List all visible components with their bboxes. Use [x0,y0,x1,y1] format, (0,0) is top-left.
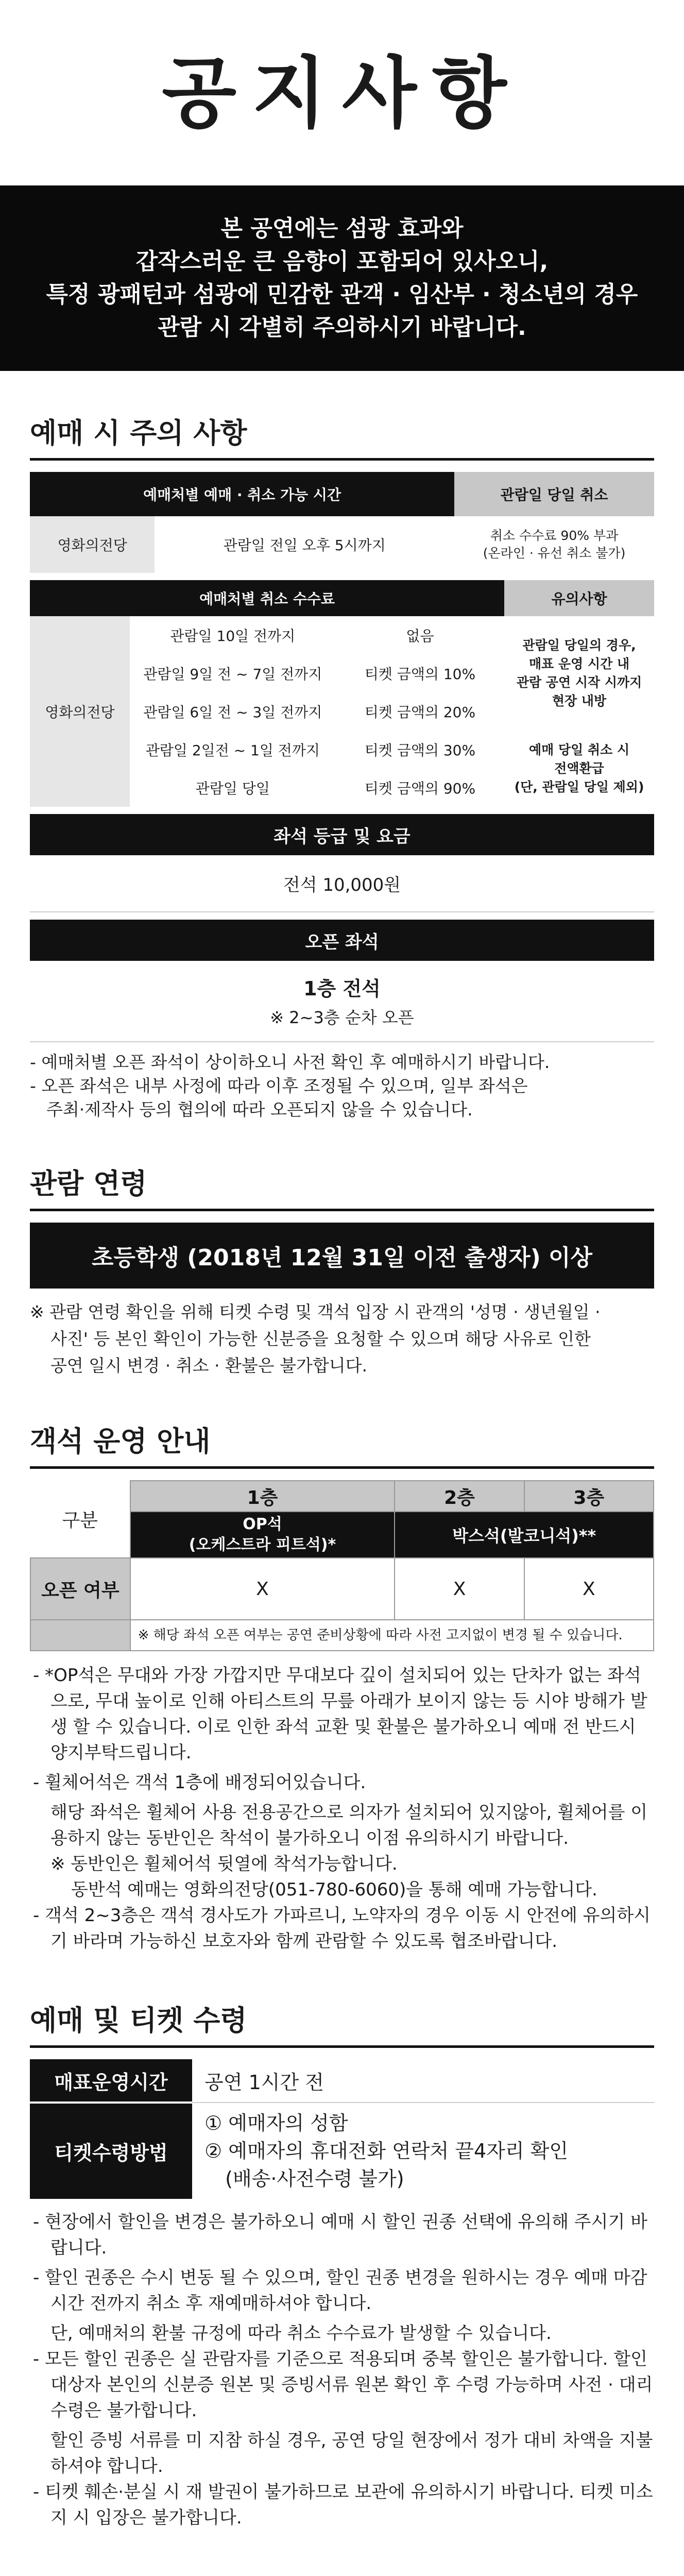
warning-line: 본 공연에는 섬광 효과와 [220,215,464,242]
fee-period: 관람일 6일 전 ~ 3일 전까지 [143,704,322,721]
fee-amount: 티켓 금액의 10% [364,666,476,683]
fee-amount: 티켓 금액의 20% [364,704,476,721]
seat-table [30,1480,654,1651]
seat-section [0,1379,684,1954]
grade-header: 좌석 등급 및 요금 [30,814,654,855]
same-day-fee: 취소 수수료 90% 부과 [490,528,619,543]
pickup-method-list [192,2103,654,2199]
fee-period: 관람일 10일 전까지 [170,628,296,645]
bullet-item: - 할인 권종은 수시 변동 될 수 있으며, 할인 권종 변경을 원하시는 경우 예매 마감 시간 전까지 취소 후 재예매하셔야 합니다. [33,2267,647,2314]
age-note-line: ※ 관람 연령 확인을 위해 티켓 수령 및 객석 입장 시 관객의 '성명 · 생년월일 · [30,1302,601,1322]
open-mark-1: X [130,1558,395,1620]
notice-line: (단, 관람일 당일 제외) [514,779,644,794]
open-floor: 1층 전석 [303,977,381,1000]
cancel-time: 관람일 전일 오후 5시까지 [223,537,386,554]
section-title [30,2561,654,2576]
reservation-bullets [30,1042,654,1122]
floor-3: 3층 [524,1481,654,1512]
pickup-method: (배송·사전수령 불가) [225,2167,404,2190]
bullet-item: 동반석 예매는 영화의전당(051-780-6060)을 통해 예매 가능합니다. [71,1879,597,1900]
fee-period: 관람일 9일 전 ~ 7일 전까지 [143,666,322,683]
box-office-label: 매표운영시간 [30,2059,192,2103]
fee-amount: 티켓 금액의 90% [364,780,476,797]
age-section [0,1122,684,1379]
warning-banner [0,185,684,371]
seat-bullets [30,1651,654,1954]
reservation-section [0,371,684,1122]
vendor-name: 영화의전당 [30,516,155,573]
same-day-cancel [454,516,654,573]
bullet-item: - 예매처별 오픈 좌석이 상이하오니 사전 확인 후 예매하시기 바랍니다. [30,1052,550,1072]
age-bar: 초등학생 (2018년 12월 31일 이전 출생자) 이상 [30,1223,654,1289]
page-title: 공지사항 [162,49,522,139]
age-note [30,1299,654,1379]
bullet-item: - 티켓 훼손·분실 시 재 발권이 불가하므로 보관에 유의하시기 바랍니다. 티켓 미소지 시 입장은 불가합니다. [33,2482,653,2528]
warning-line: 특정 광패턴과 섬광에 민감한 관객 · 임산부 · 청소년의 경우 [46,281,638,308]
section-title: 예매 시 주의 사항 [30,397,654,461]
ticket-section [0,1958,684,2531]
pickup-method: ② 예매자의 휴대전화 연락처 끝4자리 확인 [204,2140,569,2162]
open-status-label: 오픈 여부 [30,1558,130,1620]
open-order: ※ 2~3층 순차 오픈 [270,1008,414,1027]
age-note-line: 공연 일시 변경 · 취소 · 환불은 불가합니다. [50,1355,367,1376]
bullet-item: 단, 예매처의 환불 규정에 따라 취소 수수료가 발생할 수 있습니다. [50,2323,552,2344]
notice-line: 매표 운영 시간 내 [528,656,630,671]
notice-line: 예매 당일 취소 시 [528,742,630,757]
bullet-item: 주최·제작사 등의 협의에 따라 오픈되지 않을 수 있습니다. [46,1099,473,1120]
notice-line: 관람 공연 시작 시까지 [516,675,642,690]
fee-header: 예매처별 취소 수수료 [30,580,504,616]
cancel-time-table [30,472,654,573]
bullet-item: - 모든 할인 권종은 실 관람자를 기준으로 적용되며 중복 할인은 불가합니다. 할인대상자 본인의 신분증 원본 및 증빙서류 원본 확인 후 수령 가능하며 사전 · 대리수령은 불가합니다. [33,2349,653,2421]
seat-table-note: ※ 해당 좌석 오픈 여부는 공연 준비상황에 따라 사전 고지없이 변경 될 수 있습니다. [130,1620,654,1651]
section-title: 객석 운영 안내 [30,1405,654,1469]
cancel-header-right: 관람일 당일 취소 [454,472,654,516]
grade-value: 전석 10,000원 [30,855,654,912]
fee-period: 관람일 당일 [195,780,270,797]
bullet-item: ※ 동반인은 휠체어석 뒷열에 착석가능합니다. [50,1854,398,1874]
open-seat-box [30,961,654,1042]
fee-amount: 없음 [406,628,434,645]
box-office-value: 공연 1시간 전 [192,2059,654,2103]
cancel-header-left: 예매처별 예매 · 취소 가능 시간 [30,472,454,516]
seat-col-label: 구분 [30,1481,130,1558]
notice-refund [504,731,654,807]
bullet-item: - 오픈 좌석은 내부 사정에 따라 이후 조정될 수 있으며, 일부 좌석은 [30,1076,528,1096]
open-mark-3: X [524,1558,654,1620]
notice-header: 유의사항 [504,580,654,616]
fee-vendor: 영화의전당 [30,616,130,807]
bullet-item: 할인 증빙 서류를 미 지참 하실 경우, 공연 당일 현장에서 정가 대비 차액을 지불하셔야 합니다. [50,2430,653,2477]
pickup-method: ① 예매자의 성함 [204,2112,348,2134]
floor-1: 1층 [130,1481,395,1512]
bullet-item: - 휠체어석은 객석 1층에 배정되어있습니다. [33,1772,366,1793]
warning-line: 관람 시 각별히 주의하시기 바랍니다. [158,314,526,341]
notice-same-day [504,616,654,731]
open-seat-header: 오픈 좌석 [30,920,654,961]
floor-23-type: 박스석(발코니석)** [395,1512,654,1558]
bullet-item: - *OP석은 무대와 가장 가깝지만 무대보다 깊이 설치되어 있는 단차가 없는 좌석으로, 무대 높이로 인해 아티스트의 무릎 아래가 보이지 않는 등 시야 방해가 발생 할 수 있습니다. 이로 인한 좌석 교환 및 환불은 불가하오니 예매 전 반드시 양지부탁드립니다. [33,1665,647,1763]
open-mark-2: X [395,1558,524,1620]
section-title: 관람 연령 [30,1147,654,1211]
bullet-item: - 객석 2~3층은 객석 경사도가 가파르니, 노약자의 경우 이동 시 안전에 유의하시기 바라며 가능하신 보호자와 함께 관람할 수 있도록 협조바랍니다. [33,1905,651,1952]
age-note-line: 사진' 등 본인 확인이 가능한 신분증을 요청할 수 있으며 해당 사유로 인한 [50,1329,591,1349]
floor-1-type: OP석 (오케스트라 피트석)* [130,1512,395,1558]
pickup-method-label: 티켓수령방법 [30,2103,192,2199]
fee-amount: 티켓 금액의 30% [364,742,476,759]
notice-line: 현장 내방 [552,693,607,708]
notice-line: 관람일 당일의 경우, [522,638,636,653]
bullet-item: - 현장에서 할인을 변경은 불가하오니 예매 시 할인 권종 선택에 유의해 주시기 바랍니다. [33,2212,647,2258]
same-day-note: (온라인 · 유선 취소 불가) [483,546,626,561]
cancel-fee-table [30,580,654,807]
notice-line: 전액환급 [554,761,604,776]
watching-section [0,2535,684,2576]
section-title: 예매 및 티켓 수령 [30,1984,654,2048]
floor-2: 2층 [395,1481,524,1512]
fee-period: 관람일 2일전 ~ 1일 전까지 [145,742,320,759]
warning-line: 갑작스러운 큰 음향이 포함되어 있사오니, [135,248,549,275]
ticket-table [30,2059,654,2199]
bullet-item: 해당 좌석은 휠체어 사용 전용공간으로 의자가 설치되어 있지않아, 휠체어를 이용하지 않는 동반인은 착석이 불가하오니 이점 유의하시기 바랍니다. [50,1802,648,1849]
ticket-bullets [30,2199,654,2531]
